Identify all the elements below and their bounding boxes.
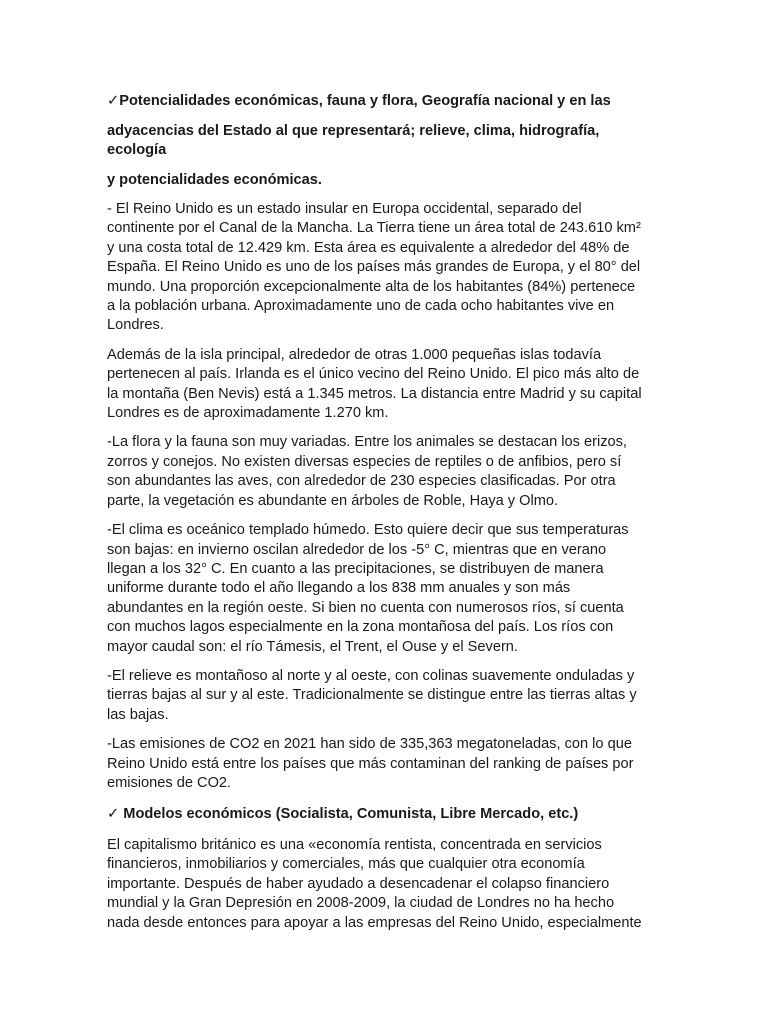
text-line: las bajas. — [107, 706, 169, 723]
text-line: pertenecen al país. Irlanda es el único vecino del Reino Unido. El pico más alto de — [107, 366, 640, 383]
text-line: financieros, inmobiliarios y comerciales, más que cualquier otra economía — [107, 856, 585, 873]
text-line: con muchos lagos especialmente en la zona montañosa del país. Los ríos con — [107, 619, 614, 636]
paragraph-relieve — [107, 667, 663, 725]
paragraph-emisiones — [107, 735, 663, 793]
text-line: mundo. Una proporción excepcionalmente alta de los habitantes (84%) pertenece — [107, 278, 636, 295]
heading-line: ✓Potencialidades económicas, fauna y flora, Geografía nacional y en las — [107, 93, 611, 109]
text-line: Londres. — [107, 317, 164, 334]
heading-line: ✓ Modelos económicos (Socialista, Comunista, Libre Mercado, etc.) — [107, 806, 579, 823]
text-line: nada desde entonces para apoyar a las empresas del Reino Unido, especialmente — [107, 914, 642, 931]
text-line: abundantes en la región oeste. Si bien no cuenta con numerosos ríos, sí cuenta — [107, 599, 624, 616]
heading-line: ecología — [107, 142, 167, 158]
section-heading-subtitle — [107, 171, 663, 191]
text-line: mayor caudal son: el río Támesis, el Trent, el Ouse y el Severn. — [107, 638, 518, 655]
text-line: Reino Unido está entre los países que más contaminan del ranking de países por — [107, 755, 634, 772]
paragraph-clima — [107, 521, 663, 657]
section-heading-continuation — [107, 122, 663, 161]
text-line: son bajas: en invierno oscilan alrededor de los -5° C, mientras que en verano — [107, 541, 607, 558]
paragraph-reino-unido — [107, 200, 663, 336]
heading-line: adyacencias del Estado al que representará; relieve, clima, hidrografía, — [107, 122, 600, 139]
text-line: - El Reino Unido es un estado insular en Europa occidental, separado del — [107, 201, 582, 217]
text-line: emisiones de CO2. — [107, 774, 232, 791]
section-heading-potencialidades — [107, 92, 663, 112]
section-heading-modelos — [107, 805, 663, 825]
text-line: zorros y conejos. No existen diversas especies de reptiles o de anfibios, pero sí — [107, 453, 622, 470]
paragraph-islas — [107, 346, 663, 424]
text-line: mundial y la Gran Depresión en 2008-2009, la ciudad de Londres no ha hecho — [107, 895, 615, 912]
text-line: -La flora y la fauna son muy variadas. Entre los animales se destacan los erizos, — [107, 434, 627, 451]
text-line: son abundantes las aves, con alrededor de 230 especies clasificadas. Por otra — [107, 473, 616, 490]
text-line: -El relieve es montañoso al norte y al oeste, con colinas suavemente onduladas y — [107, 667, 635, 684]
text-line: El capitalismo británico es una «economía rentista, concentrada en servicios — [107, 836, 602, 853]
text-line: Además de la isla principal, alrededor de otras 1.000 pequeñas islas todavía — [107, 346, 602, 363]
text-line: -El clima es oceánico templado húmedo. Esto quiere decir que sus temperaturas — [107, 522, 629, 539]
text-line: Londres es de aproximadamente 1.270 km. — [107, 405, 389, 422]
text-line: España. El Reino Unido es uno de los países más grandes de Europa, y el 80° del — [107, 259, 641, 276]
text-line: llegan a los 32° C. En cuanto a las precipitaciones, se distribuyen de manera — [107, 560, 604, 577]
text-line: a la población urbana. Aproximadamente uno de cada ocho habitantes vive en — [107, 298, 615, 315]
paragraph-capitalismo — [107, 836, 663, 933]
text-line: continente por el Canal de la Mancha. La Tierra tiene un área total de 243.610 km² — [107, 220, 641, 237]
text-line: importante. Después de haber ayudado a desencadenar el colapso financiero — [107, 875, 610, 892]
text-line: y una costa total de 12.429 km. Esta área es equivalente a alrededor del 48% de — [107, 239, 630, 256]
paragraph-flora-fauna — [107, 433, 663, 511]
text-line: uniforme durante todo el año llegando a los 838 mm anuales y son más — [107, 580, 571, 597]
text-line: la montaña (Ben Nevis) está a 1.345 metros. La distancia entre Madrid y su capital — [107, 385, 642, 402]
document-page — [107, 92, 663, 933]
text-line: tierras bajas al sur y al este. Tradicionalmente se distingue entre las tierras altas y — [107, 687, 637, 704]
text-line: -Las emisiones de CO2 en 2021 han sido de 335,363 megatoneladas, con lo que — [107, 736, 632, 753]
heading-line: y potencialidades económicas. — [107, 171, 322, 188]
text-line: parte, la vegetación es abundante en árboles de Roble, Haya y Olmo. — [107, 492, 559, 509]
